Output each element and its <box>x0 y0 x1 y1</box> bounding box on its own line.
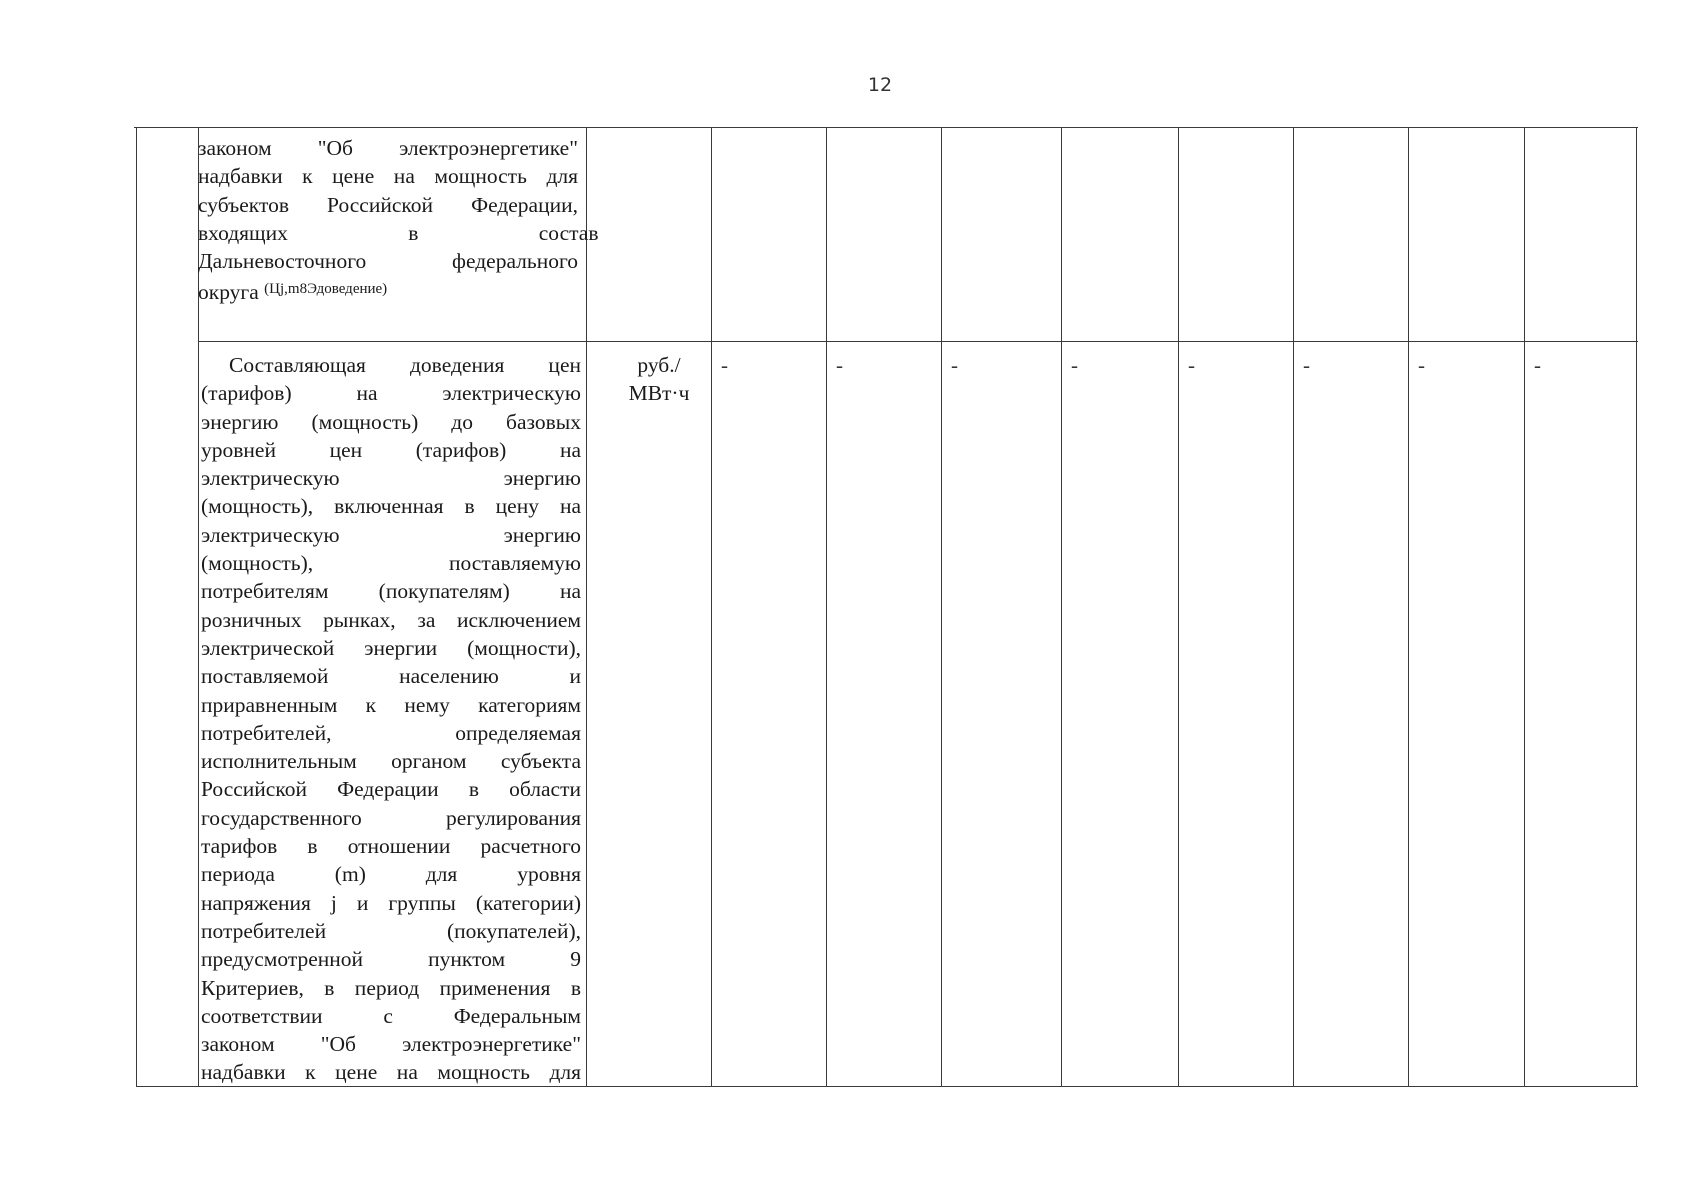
value-cell: - <box>1071 353 1078 377</box>
text-line: надбавки к цене на мощность для <box>198 164 578 189</box>
text-line: поставляемой населению и <box>201 664 581 689</box>
text-line: энергию (мощность) до базовых <box>201 409 581 434</box>
value-cell: - <box>1303 353 1310 377</box>
value-cell: - <box>1534 353 1541 377</box>
text-line: тарифов в отношении расчетного <box>201 834 581 859</box>
table-border-left <box>136 127 137 1087</box>
text-line-last <box>198 275 578 306</box>
value-cell: - <box>951 353 958 377</box>
text-line: (тарифов) на электрическую <box>201 381 581 406</box>
text-line: государственного регулирования <box>201 805 581 830</box>
text-line: (мощность), поставляемую <box>201 551 581 576</box>
text-line: Составляющая доведения цен <box>229 353 581 377</box>
column-divider <box>1524 127 1525 1087</box>
text-line: соответствии с Федеральным <box>201 1003 581 1028</box>
table-border-right <box>1636 127 1637 1087</box>
text-line: электрическую энергию <box>201 522 581 547</box>
column-divider <box>941 127 942 1087</box>
column-divider <box>586 127 587 1087</box>
text-line: потребителей, определяемая <box>201 720 581 745</box>
text-line: законом "Об электроэнергетике" <box>201 1032 581 1057</box>
column-divider <box>1408 127 1409 1087</box>
text-line: надбавки к цене на мощность для <box>201 1060 581 1085</box>
text-line: предусмотренной пунктом 9 <box>201 947 581 972</box>
text-line: потребителей (покупателей), <box>201 918 581 943</box>
tariff-table <box>136 127 1638 1087</box>
unit-line: руб./ <box>637 353 681 377</box>
column-divider <box>1293 127 1294 1087</box>
text-line: напряжения j и группы (категории) <box>201 890 581 915</box>
text-line: законом "Об электроэнергетике" <box>198 136 578 160</box>
value-cell: - <box>1188 353 1195 377</box>
row-divider <box>198 341 1638 342</box>
text-line: Российской Федерации в области <box>201 777 581 802</box>
text-line: электрическую энергию <box>201 466 581 491</box>
text-line: розничных рынках, за исключением <box>201 607 581 632</box>
unit-line: МВт·ч <box>628 381 690 406</box>
text-line: приравненным к нему категориям <box>201 692 581 717</box>
row2-description <box>201 351 581 1087</box>
table-border-top <box>134 127 1638 128</box>
text-line: (мощность), включенная в цену на <box>201 494 581 519</box>
column-divider <box>826 127 827 1087</box>
value-cell: - <box>1418 353 1425 377</box>
text-line: Критериев, в период применения в <box>201 975 581 1000</box>
text-line: субъектов Российской Федерации, <box>198 192 578 217</box>
column-divider <box>711 127 712 1087</box>
text-line: потребителям (покупателям) на <box>201 579 581 604</box>
column-divider <box>1061 127 1062 1087</box>
text-line: периода (m) для уровня <box>201 862 581 887</box>
text-line: уровней цен (тарифов) на <box>201 437 581 462</box>
formula: (Цj,m8Эдоведение) <box>264 281 388 298</box>
text-fragment: округа <box>198 280 259 305</box>
value-cell: - <box>836 353 843 377</box>
unit-cell <box>599 351 719 408</box>
value-cell: - <box>721 353 728 377</box>
text-line: исполнительным органом субъекта <box>201 749 581 774</box>
text-line: Дальневосточного федерального <box>198 249 578 274</box>
row1-description <box>198 134 599 307</box>
text-line: электрической энергии (мощности), <box>201 635 581 660</box>
text-line: входящих в состав <box>198 220 599 245</box>
column-divider <box>1178 127 1179 1087</box>
page-number: 12 <box>867 74 893 96</box>
